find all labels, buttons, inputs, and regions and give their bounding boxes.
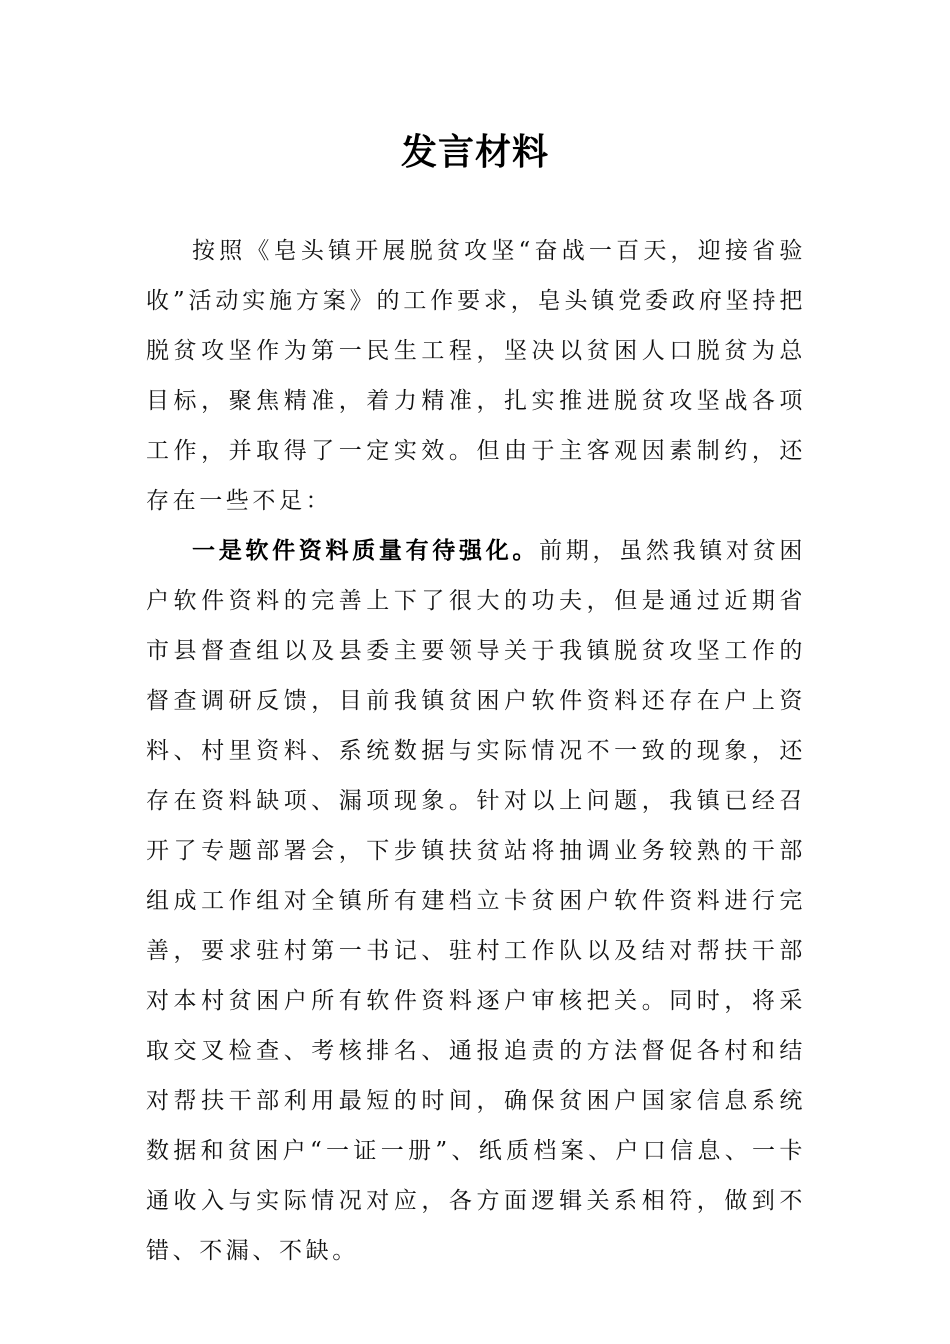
section-1-paragraph	[146, 526, 806, 1276]
document-body	[146, 226, 806, 1276]
intro-paragraph: 按照《皂头镇开展脱贫攻坚“奋战一百天，迎接省验收”活动实施方案》的工作要求，皂头镇党委政府坚持把脱贫攻坚作为第一民生工程，坚决以贫困人口脱贫为总目标，聚焦精准，着力精准，扎实推进脱贫攻坚战各项工作，并取得了一定实效。但由于主客观因素制约，还存在一些不足：	[146, 238, 806, 514]
section-1-text: 前期，虽然我镇对贫困户软件资料的完善上下了很大的功夫，但是通过近期省市县督查组以及县委主要领导关于我镇脱贫攻坚工作的督查调研反馈，目前我镇贫困户软件资料还存在户上资料、村里资料、系统数据与实际情况不一致的现象，还存在资料缺项、漏项现象。针对以上问题，我镇已经召开了专题部署会，下步镇扶贫站将抽调业务较熟的干部组成工作组对全镇所有建档立卡贫困户软件资料进行完善，要求驻村第一书记、驻村工作队以及结对帮扶干部对本村贫困户所有软件资料逐户审核把关。同时，将采取交叉检查、考核排名、通报追责的方法督促各村和结对帮扶干部利用最短的时间，确保贫困户国家信息系统数据和贫困户“一证一册”、纸质档案、户口信息、一卡通收入与实际情况对应，各方面逻辑关系相符，做到不错、不漏、不缺。	[146, 538, 806, 1264]
section-1-heading: 一是软件资料质量有待强化。	[192, 537, 540, 564]
document-title: 发言材料	[400, 131, 549, 173]
